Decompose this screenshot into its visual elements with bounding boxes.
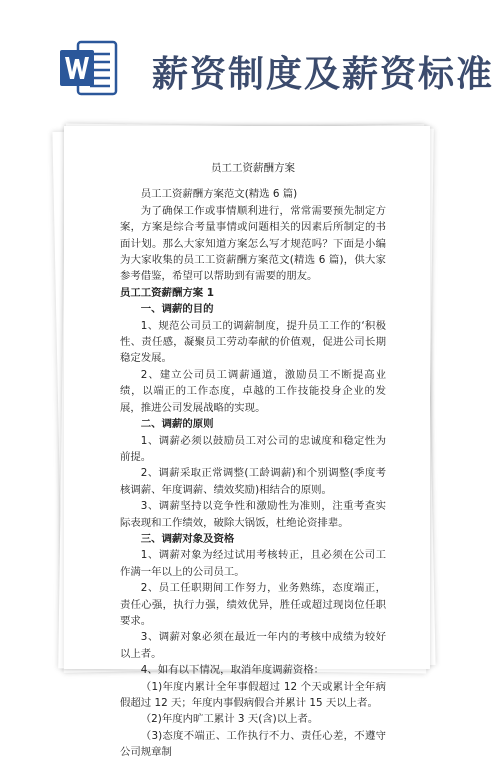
paragraph: 2、建立公司员工调薪通道，激励员工不断提高业绩，以端正的工作态度，卓越的工作技能投身企业的发展，推进公司发展战略的实现。: [120, 368, 386, 414]
paragraph: 员工工资薪酬方案范文(精选 6 篇): [140, 188, 298, 201]
banner: [0, 0, 494, 112]
paragraph: 为了确保工作或事情顺利进行，常常需要预先制定方案，方案是综合考量事情或问题相关的因素后所制定的书面计划。那么大家知道方案怎么写才规范吗？下面是小编为大家收集的员工工资薪酬方案范文(精选 6 篇)，供大家参考借鉴，希望可以帮助到有需要的朋友。: [120, 204, 386, 283]
paragraph: 4、如有以下情况，取消年度调薪资格：: [140, 664, 325, 677]
paragraph: 2、员工任职期间工作努力，业务熟练，态度端正，责任心强，执行力强，绩效优异，胜任或超过现岗位任职要求。: [120, 582, 386, 627]
paragraph: 2、调薪采取正常调整(工龄调薪)和个别调整(季度考核调薪、年度调薪、绩效奖励)相结合的原则。: [120, 467, 386, 496]
document-title: 员工工资薪酬方案: [211, 162, 295, 174]
paragraph: （3)态度不端正、工作执行不力、责任心差，不遵守公司规章制: [120, 729, 386, 759]
document-paragraphs: [120, 186, 386, 760]
paragraph: 1、调薪必须以鼓励员工对公司的忠诚度和稳定性为前提。: [120, 434, 386, 463]
paragraph: 1、调薪对象为经过试用考核转正，且必须在公司工作满一年以上的公司员工。: [120, 549, 386, 578]
document-page: [64, 126, 430, 759]
paragraph: （1)年度内累计全年事假超过 12 个天或累计全年病假超过 12 天；年度内事假病假合并累计 15 天以上者。: [120, 680, 386, 709]
banner-title: 薪资制度及薪资标准: [152, 53, 494, 95]
document-body: [120, 160, 386, 761]
subsection-heading: 二、调薪的原则: [140, 418, 214, 431]
subsection-heading: 三、调薪对象及资格: [140, 532, 235, 545]
subsection-heading: 一、调薪的目的: [140, 303, 214, 316]
paragraph: （2)年度内旷工累计 3 天(含)以上者。: [140, 713, 319, 726]
paragraph: 3、调薪对象必须在最近一年内的考核中成绩为较好以上者。: [120, 631, 386, 660]
paragraph: 1、规范公司员工的调薪制度，提升员工工作的‘积极性、责任感，凝聚员工劳动奉献的价值观，促进公司长期稳定发展。: [120, 319, 386, 365]
section-heading: 员工工资薪酬方案 1: [120, 286, 214, 299]
paragraph: 3、调薪坚持以竞争性和激励性为准则，注重考查实际表现和工作绩效，破除大锅饭，杜绝论资排辈。: [120, 500, 386, 529]
word-document-icon: [60, 40, 118, 96]
